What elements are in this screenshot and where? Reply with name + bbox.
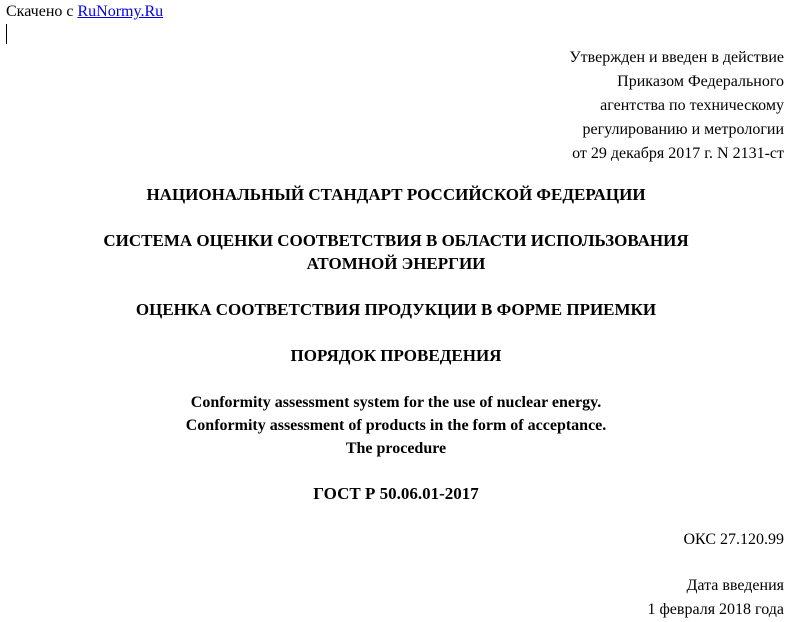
source-prefix: Скачено с xyxy=(6,3,74,20)
english-title-line: Conformity assessment of products in the form of acceptance. xyxy=(185,417,607,434)
english-title-line: The procedure xyxy=(345,440,447,457)
gost-number: ГОСТ Р 50.06.01-2017 xyxy=(313,484,479,503)
text-cursor xyxy=(6,24,7,44)
english-title xyxy=(0,391,792,460)
approval-line: регулированию и метрологии xyxy=(582,121,784,138)
approval-block xyxy=(569,46,784,166)
system-heading-line: АТОМНОЙ ЭНЕРГИИ xyxy=(306,254,486,273)
english-title-line: Conformity assessment system for the use of nuclear energy. xyxy=(190,394,602,411)
introduction-label: Дата введения xyxy=(686,577,784,594)
oks-code: ОКС 27.120.99 xyxy=(683,531,784,548)
assessment-heading: ОЦЕНКА СООТВЕТСТВИЯ ПРОДУКЦИИ В ФОРМЕ ПРИЕМКИ xyxy=(135,300,657,319)
approval-line: от 29 декабря 2017 г. N 2131-ст xyxy=(572,145,784,162)
introduction-date-block xyxy=(647,574,784,622)
source-link[interactable]: RuNormy.Ru xyxy=(77,3,164,20)
introduction-date: 1 февраля 2018 года xyxy=(647,601,784,618)
system-heading-line: СИСТЕМА ОЦЕНКИ СООТВЕТСТВИЯ В ОБЛАСТИ ИСПОЛЬЗОВАНИЯ xyxy=(103,231,689,250)
source-line xyxy=(6,2,163,22)
approval-line: агентства по техническому xyxy=(600,97,784,114)
national-standard-heading: НАЦИОНАЛЬНЫЙ СТАНДАРТ РОССИЙСКОЙ ФЕДЕРАЦИИ xyxy=(146,185,646,204)
approval-line: Приказом Федерального xyxy=(617,73,784,90)
approval-line: Утвержден и введен в действие xyxy=(569,49,784,66)
procedure-heading: ПОРЯДОК ПРОВЕДЕНИЯ xyxy=(290,346,502,365)
system-heading xyxy=(0,229,792,275)
